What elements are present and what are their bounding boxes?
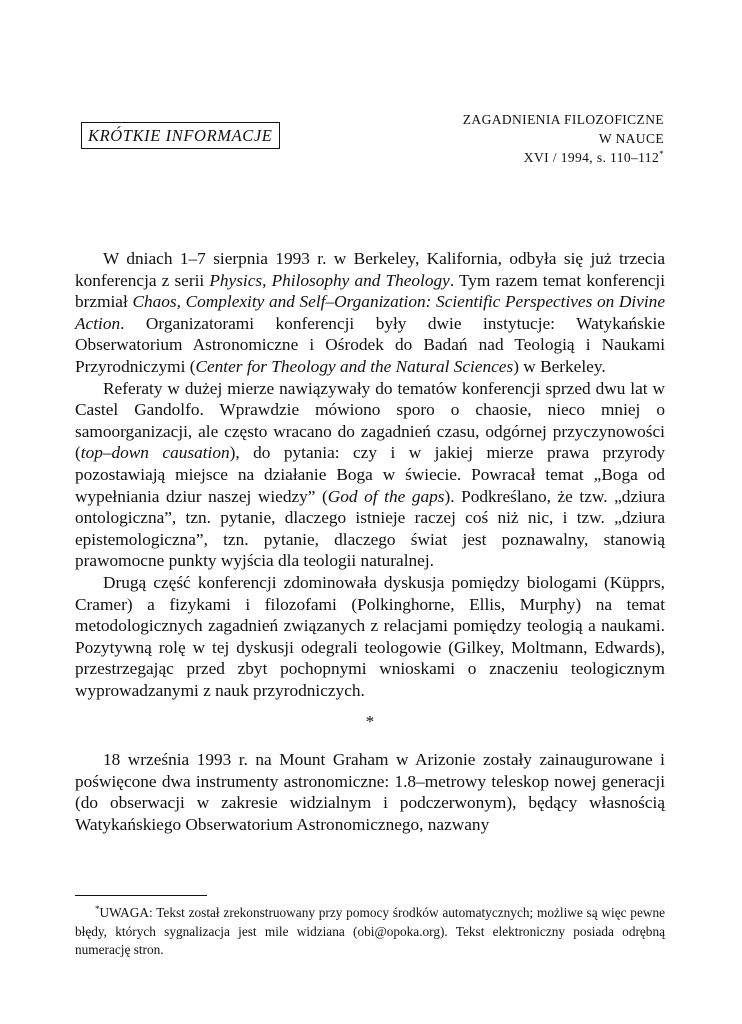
paragraph-2: Referaty w dużej mierze nawiązywały do tematów konferencji sprzed dwu lat w Castel Gandolfo. Wprawdzie mówiono sporo o chaosie, nieco mniej o samoorganizacji, ale często wracano do zagadnień czasu, odgórnej przyczynowości (top–down causation), do pytania: czy i w jakiej mierze prawa przyrody pozostawiają miejsce na działanie Boga w świecie. Powracał temat „Boga od wypełniania dziur naszej wiedzy” (God of the gaps). Podkreślano, że tzw. „dziura ontologiczna”, tzn. pytanie, dlaczego istnieje raczej coś niż nic, i tzw. „dziura epistemologiczna”, tzn. pytanie, dlaczego świat jest poznawalny, stanowią prawomocne punkty wyjścia dla teologii naturalnej. — [75, 378, 665, 571]
footnote-rule — [75, 895, 207, 896]
paragraph-3: Drugą część konferencji zdominowała dyskusja pomiędzy biologami (Küpprs, Cramer) a fizykami i filozofami (Polkinghorne, Ellis, Murphy) na temat metodologicznych zagadnień związanych z relacjami pomiędzy teologią a naukami. Pozytywną rolę w tej dyskusji odegrali teologowie (Gilkey, Moltmann, Edwards), przestrzegając przed zbyt pochopnymi wnioskami o znaczeniu teologicznym wyprowadzanymi z nauk przyrodniczych. — [75, 572, 665, 700]
footnote — [75, 904, 665, 960]
section-separator: * — [365, 712, 375, 732]
footnote-marker: * — [659, 149, 664, 159]
footnote-mark: * — [95, 904, 100, 914]
paragraph-1: W dniach 1–7 sierpnia 1993 r. w Berkeley, Kalifornia, odbyła się już trzecia konferencja z serii Physics, Philosophy and Theology. Tym razem temat konferencji brzmiał Chaos, Complexity and Self–Organization: Scientific Perspectives on Divine Action. Organizatorami konferencji były dwie instytucje: Watykańskie Obserwatorium Astronomiczne i Ośrodek do Badań nad Teologią i Naukami Przyrodniczymi (Center for Theology and the Natural Sciences) w Berkeley. — [75, 249, 665, 376]
paragraph-4: 18 września 1993 r. na Mount Graham w Arizonie zostały zainaugurowane i poświęcone dwa instrumenty astronomiczne: 1.8–metrowy teleskop nowej generacji (do obserwacji w zakresie widzialnym i podczerwonym), będący własnością Watykańskiego Obserwatorium Astronomicznego, nazwany — [75, 750, 665, 834]
journal-citation: XVI / 1994, s. 110–112* — [523, 149, 664, 165]
article-body — [75, 248, 665, 835]
footnote-text: UWAGA: Tekst został zrekonstruowany przy pomocy środków automatycznych; możliwe są więc pewne błędy, których sygnalizacja jest mile widziana (obi@opoka.org). Tekst elektroniczny posiada odrębną numerację stron. — [75, 905, 665, 957]
journal-header — [463, 110, 664, 167]
journal-title: ZAGADNIENIA FILOZOFICZNE — [462, 112, 664, 127]
section-label: KRÓTKIE INFORMACJE — [81, 122, 280, 149]
journal-subtitle: W NAUCE — [598, 131, 664, 146]
